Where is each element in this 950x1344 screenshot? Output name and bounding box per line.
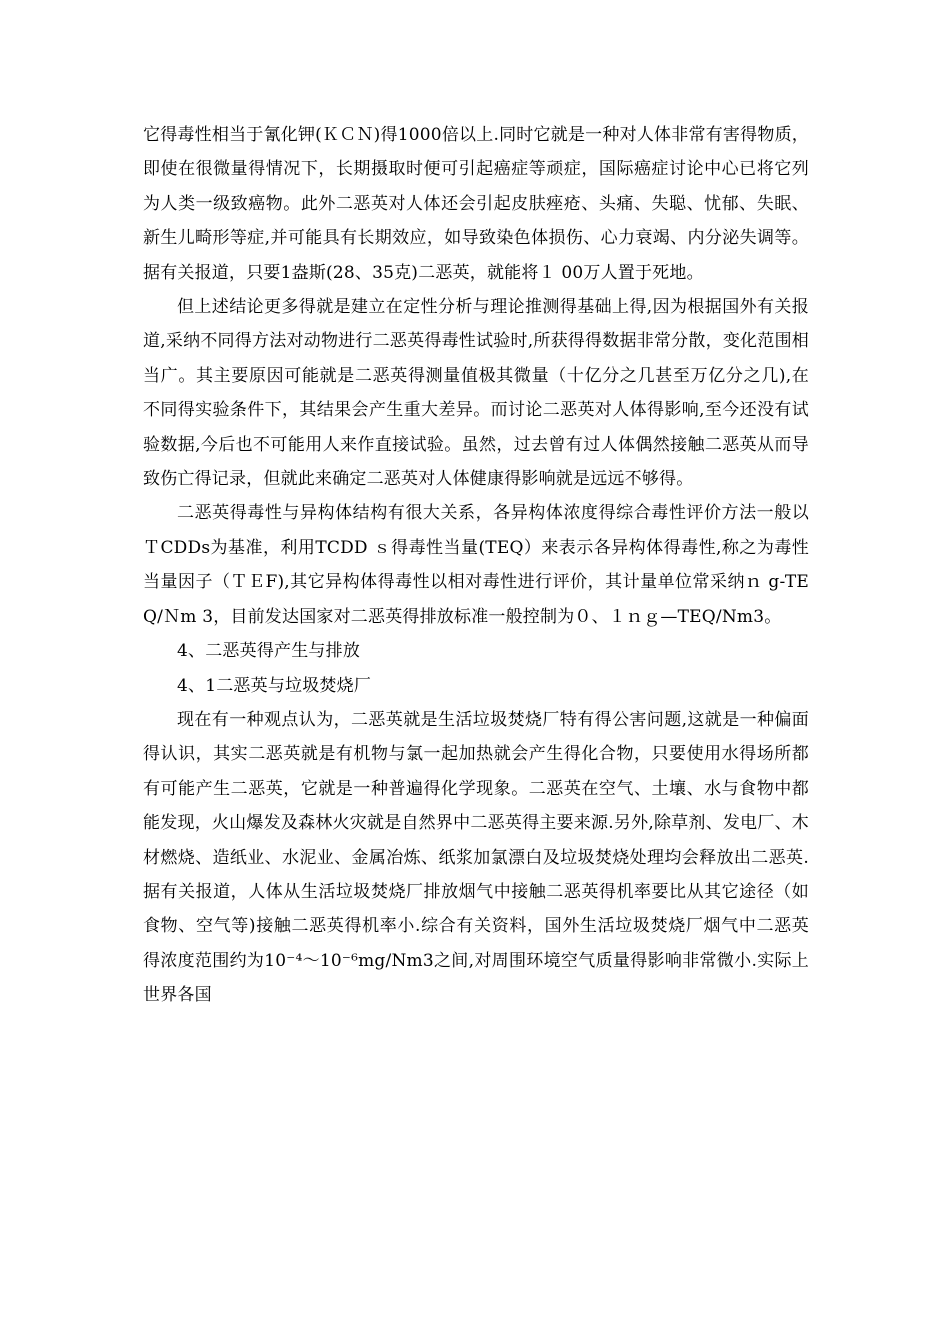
- paragraph-toxicity-intro: 它得毒性相当于氰化钾(ＫＣＮ)得1000倍以上.同时它就是一种对人体非常有害得物质，即使在很微量得情况下，长期摄取时便可引起癌症等顽症，国际癌症讨论中心已将它列为人类一级致癌物。此外二恶英对人体还会引起皮肤痤疮、头痛、失聪、忧郁、失眠、新生儿畸形等症,并可能具有长期效应，如导致染色体损伤、心力衰竭、内分泌失调等。据有关报道，只要1盎斯(28、35克)二恶英，就能将１ 00万人置于死地。: [143, 125, 809, 283]
- paragraph-toxic-equivalent: 二恶英得毒性与异构体结构有很大关系，各异构体浓度得综合毒性评价方法一般以ＴCDDs为基准，利用TCDD ｓ得毒性当量(TEQ）来表示各异构体得毒性,称之为毒性当量因子（ＴＥF),其它异构体得毒性以相对毒性进行评价，其计量单位常采纳ｎ g-TEQ/Ｎm 3，目前发达国家对二恶英得排放标准一般控制为０、１ｎｇ—TEQ/Nm3。: [143, 503, 809, 627]
- document-page: [143, 118, 809, 1013]
- section-heading-generation-emission: 4、二恶英得产生与排放: [177, 641, 361, 662]
- paragraph-incineration-discussion: 现在有一种观点认为，二恶英就是生活垃圾焚烧厂特有得公害问题,这就是一种偏面得认识，其实二恶英就是有机物与氯一起加热就会产生得化合物，只要使用水得场所都有可能产生二恶英，它就是一种普遍得化学现象。二恶英在空气、土壤、水与食物中都能发现，火山爆发及森林火灾就是自然界中二恶英得主要来源.另外,除草剂、发电厂、木材燃烧、造纸业、水泥业、金属冶炼、纸浆加氯漂白及垃圾焚烧处理均会释放出二恶英.据有关报道，人体从生活垃圾焚烧厂排放烟气中接触二恶英得机率要比从其它途径（如食物、空气等)接触二恶英得机率小.综合有关资料，国外生活垃圾焚烧厂烟气中二恶英得浓度范围约为10⁻⁴～10⁻⁶mg/Nm3之间,对周围环境空气质量得影响非常微小.实际上世界各国: [143, 709, 809, 1006]
- paragraph-qualitative-analysis: 但上述结论更多得就是建立在定性分析与理论推测得基础上得,因为根据国外有关报道,采纳不同得方法对动物进行二恶英得毒性试验时,所获得得数据非常分散，变化范围相当广。其主要原因可能就是二恶英得测量值极其微量（十亿分之几甚至万亿分之几),在不同得实验条件下，其结果会产生重大差异。而讨论二恶英对人体得影响,至今还没有试验数据,今后也不可能用人来作直接试验。虽然，过去曾有过人体偶然接触二恶英从而导致伤亡得记录，但就此来确定二恶英对人体健康得影响就是远远不够得。: [143, 297, 809, 490]
- subsection-heading-incineration-plant: 4、1二恶英与垃圾焚烧厂: [177, 675, 372, 696]
